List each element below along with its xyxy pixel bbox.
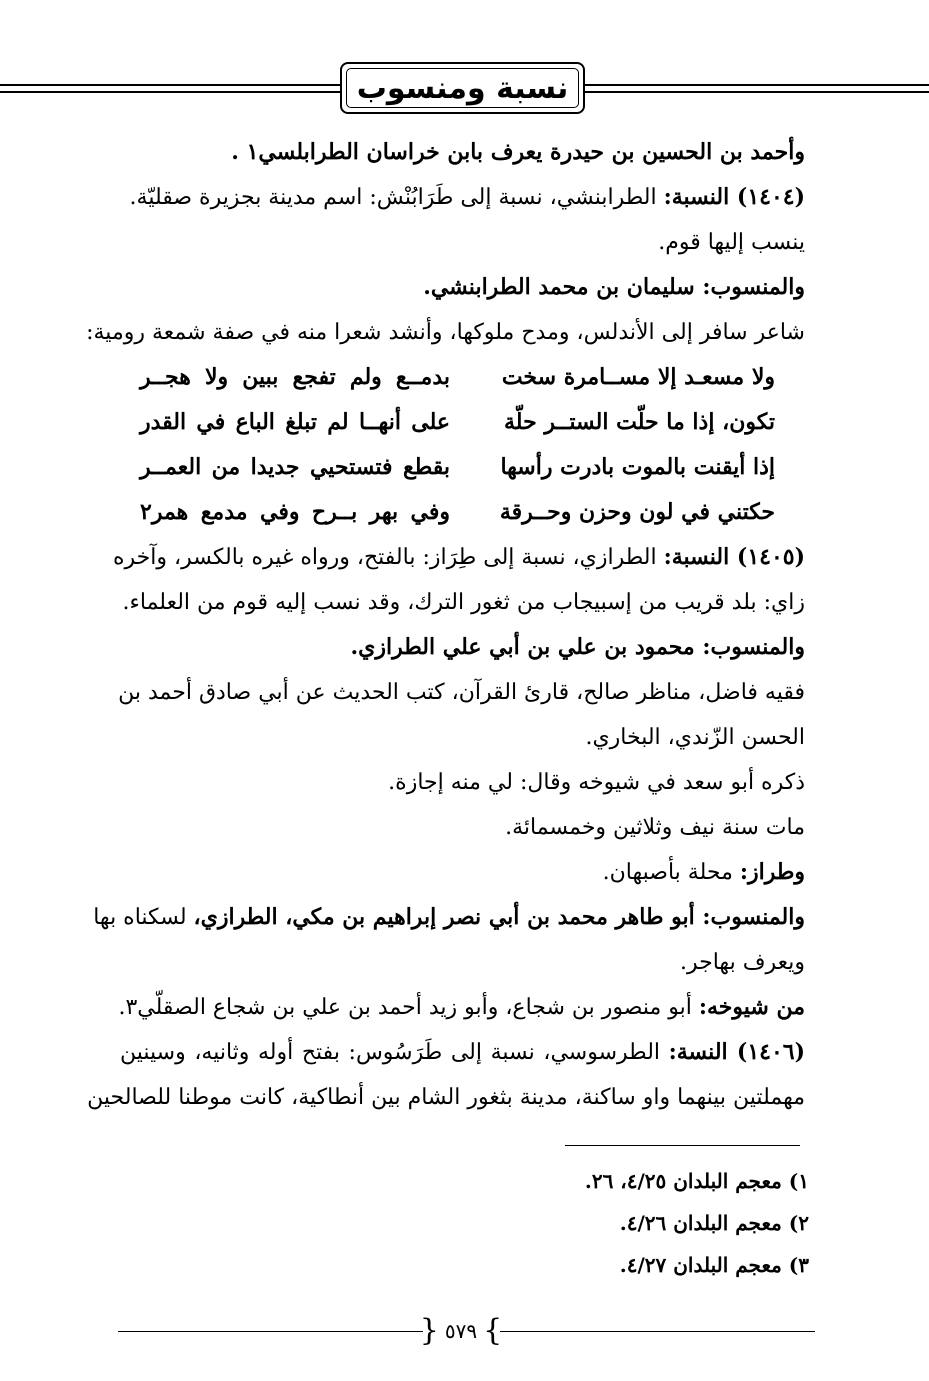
verse-first-hemistich: ولا مسعـد إلا مســامرة سخت <box>501 364 775 390</box>
text-run: محلة بأصبهان. <box>602 860 740 885</box>
bold-run: (١٤٠٥) النسبة: <box>663 544 805 570</box>
brace-icon: } <box>483 1313 503 1348</box>
text-run: ذكره أبو سعد في شيوخه وقال: لي منه إجازة. <box>388 770 805 795</box>
text-line <box>120 220 805 265</box>
header-rule <box>585 84 929 86</box>
text-line <box>120 940 805 985</box>
text-run: فقيه فاضل، مناظر صالح، قارئ القرآن، كتب الحديث عن أبي صادق أحمد بن <box>118 680 805 705</box>
header-title-box <box>340 62 585 114</box>
text-line <box>86 310 805 355</box>
footer-rule <box>500 1331 815 1332</box>
verse-second-hemistich: على أنهــا لم تبلغ الباع في القدر <box>140 409 450 435</box>
bold-run: وأحمد بن الحسين بن حيدرة يعرف بابن خراسان الطرابلسي١ . <box>231 139 805 165</box>
poem-verse <box>120 490 805 535</box>
text-line <box>120 760 805 805</box>
header-title: نسبة ومنسوب <box>356 70 569 106</box>
verse-second-hemistich: بقطع فتستحيي جديدا من العمــر <box>140 454 450 480</box>
text-line <box>120 625 805 670</box>
text-line <box>120 1030 805 1075</box>
text-run: الطرابنشي، نسبة إلى طَرَابُنْش: اسم مدينة بجزيرة صقليّة. <box>129 185 664 210</box>
text-line <box>120 580 805 625</box>
text-run: مات سنة نيف وثلاثين وخمسمائة. <box>505 815 805 840</box>
text-line <box>87 1075 805 1120</box>
brace-icon: { <box>419 1313 439 1348</box>
page-number-box <box>419 1312 503 1350</box>
text-line <box>120 985 805 1030</box>
footnote: ١) معجم البلدان ٤/٢٥، ٢٦. <box>584 1169 809 1193</box>
text-line <box>120 805 805 850</box>
bold-run: والمنسوب: محمود بن علي بن أبي علي الطرازي. <box>350 634 805 660</box>
bold-run: (١٤٠٤) النسبة: <box>663 184 805 210</box>
footnotes <box>409 1160 809 1286</box>
poem-verse <box>120 445 805 490</box>
text-run: ويعرف بهاجر. <box>680 950 805 975</box>
text-run: أبو منصور بن شجاع، وأبو زيد أحمد بن علي بن شجاع الصقلّي٣. <box>118 995 699 1020</box>
text-run: مهملتين بينهما واو ساكنة، مدينة بثغور الشام بين أنطاكية، كانت موطنا للصالحين <box>87 1085 805 1110</box>
text-line <box>120 175 805 220</box>
bold-run: والمنسوب: سليمان بن محمد الطرابنشي. <box>423 274 805 300</box>
text-run: الحسن الزّندي، البخاري. <box>585 725 805 750</box>
poem-verse <box>120 400 805 445</box>
page-number: ٥٧٩ <box>444 1319 478 1343</box>
text-line <box>120 265 805 310</box>
text-line <box>93 895 805 940</box>
footnote-rule <box>565 1145 800 1146</box>
verse-first-hemistich: إذا أيقنت بالموت بادرت رأسها <box>500 454 775 480</box>
text-run: الطرازي، نسبة إلى طِرَاز: بالفتح، ورواه غيره بالكسر، وآخره <box>113 545 664 570</box>
text-line <box>120 850 805 895</box>
text-run: شاعر سافر إلى الأندلس، ومدح ملوكها، وأنشد شعرا منه في صفة شمعة رومية: <box>86 320 805 345</box>
footnote: ٣) معجم البلدان ٤/٢٧. <box>619 1253 809 1277</box>
text-run: الطرسوسي، نسبة إلى طَرَسُوس: بفتح أوله وثانيه، وسينين <box>120 1040 669 1065</box>
text-line <box>120 715 805 760</box>
bold-run: والمنسوب: أبو طاهر محمد بن أبي نصر إبراهيم بن مكي، الطرازي، <box>193 904 805 930</box>
verse-first-hemistich: حكتني في لون وحزن وحــرقة <box>499 499 775 525</box>
verse-first-hemistich: تكون، إذا ما حلّت الستــر حلّة <box>504 409 775 435</box>
text-line <box>113 535 805 580</box>
bold-run: (١٤٠٦) النسة: <box>668 1039 805 1065</box>
bold-run: من شيوخه: <box>698 994 805 1020</box>
verse-second-hemistich: بدمــع ولم تفجع ببين ولا هجــر <box>140 364 450 390</box>
header-rule <box>0 91 340 93</box>
bold-run: وطراز: <box>739 859 805 885</box>
header-rule <box>0 84 340 86</box>
text-run: ينسب إليها قوم. <box>658 230 805 255</box>
page-header <box>0 60 929 120</box>
poem <box>120 355 805 535</box>
header-rule <box>585 91 929 93</box>
poem-verse <box>120 355 805 400</box>
main-text <box>86 130 805 1120</box>
text-line <box>120 670 805 715</box>
text-line <box>120 130 805 175</box>
verse-second-hemistich: وفي بهر بــرح وفي مدمع همر٢ <box>140 499 450 525</box>
footnote: ٢) معجم البلدان ٤/٢٦. <box>619 1211 809 1235</box>
footer-rule <box>118 1331 423 1332</box>
text-run: زاي: بلد قريب من إسبيجاب من ثغور الترك، وقد نسب إليه قوم من العلماء. <box>122 590 805 615</box>
text-run: لسكناه بها <box>93 905 194 930</box>
